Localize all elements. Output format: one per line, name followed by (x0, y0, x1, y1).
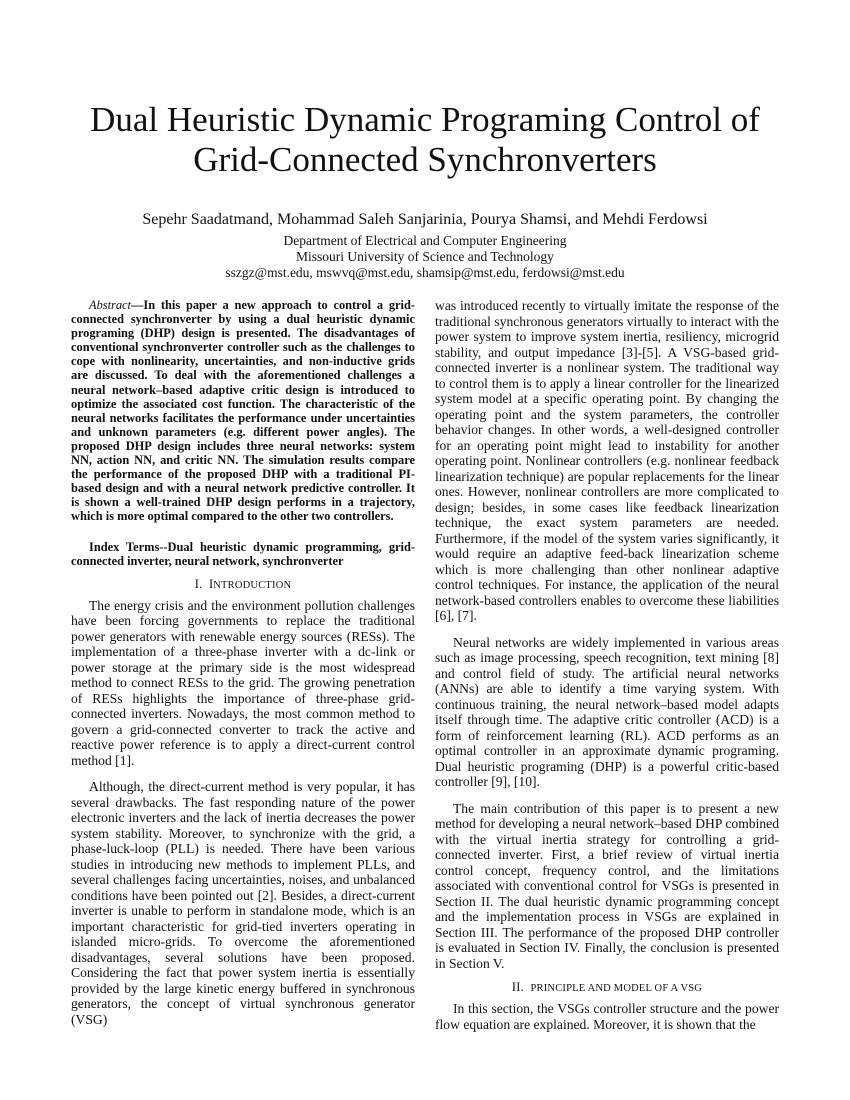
index-terms: Index Terms--Dual heuristic dynamic programming, grid-connected inverter, neural network, synchronverter (71, 539, 415, 568)
author-list: Sepehr Saadatmand, Mohammad Saleh Sanjarinia, Pourya Shamsi, and Mehdi Ferdowsi (142, 211, 708, 228)
paragraph-5: The main contribution of this paper is to present a new method for developing a neural network–based DHP combined with the virtual inertia strategy for controlling a grid-connected inverter. First, a brief review of virtual inertia control concept, frequency control, and the limitations associated with conventional control for VSGs is presented in Section II. The dual heuristic dynamic programming concept and the implementation process in VSGs are explained in Section III. The performance of the proposed DHP controller is evaluated in Section IV. Finally, the conclusion is presented in Section V. (435, 800, 779, 971)
title-line-1: Dual Heuristic Dynamic Programing Control of (90, 100, 760, 139)
section-heading-introduction (71, 576, 415, 594)
paragraph-6: In this section, the VSGs controller structure and the power flow equation are explained. Moreover, it is shown that the (435, 1001, 779, 1032)
paper-title (60, 100, 790, 180)
university: Missouri University of Science and Technology (296, 249, 554, 264)
right-column (435, 298, 779, 1032)
paragraph-1: The energy crisis and the environment pollution challenges have been forcing governments to replace the traditional power generators with renewable energy sources (RESs). The implementation of a three-phase inverter with a dc-link or power storage at the primary side is the most widespread method to connect RESs to the grid. The growing penetration of RESs highlights the importance of three-phase grid-connected inverters. Nowadays, the most common method to govern a grid-connected converter to track the active and reactive power reference is to apply a direct-current control method [1]. (71, 597, 415, 768)
title-line-2: Grid-Connected Synchronverters (193, 140, 657, 179)
abstract (71, 298, 415, 524)
section-2-number: II. (511, 980, 524, 994)
section-1-initial: I (208, 576, 214, 591)
section-2-title: PRINCIPLE AND MODEL OF A VSG (530, 983, 703, 994)
section-heading-vsg (435, 979, 779, 997)
left-column (71, 298, 415, 1027)
department: Department of Electrical and Computer Engineering (283, 233, 567, 248)
paragraph-3: was introduced recently to virtually imitate the response of the traditional synchronous generators virtually to interact with the power system to improve system inertia, resiliency, microgrid stability, and output impedance [3]-[5]. A VSG-based grid-connected inverter is a nonlinear system. The traditional way to control them is to apply a linear controller for the linearized system model at a specific operating point. By changing the operating point and the system parameters, the controller behavior changes. In other words, a well-designed controller for an operating point might lead to instability for another operating point. Nonlinear controllers (e.g. nonlinear feedback linearization technique) are popular replacements for the linear ones. However, nonlinear controllers are more complicated to design; besides, in some cases like feedback linearization technique, the exact system parameters are needed. Furthermore, if the model of the system varies significantly, it would require an adaptive feed-back linearization scheme which is more challenging than other nonlinear adaptive control techniques. For instance, the application of the neural network-based controllers enables to overcome these liabilities [6], [7]. (435, 298, 779, 623)
abstract-text: —In this paper a new approach to control a grid-connected synchronverter by using a dual heuristic dynamic programing (DHP) design is presented. The disadvantages of conventional synchronverter controller such as the challenges to cope with nonlinearity, uncertainties, and non-inductive grids are discussed. To deal with the aforementioned challenges a neural network–based adaptive critic design is introduced to optimize the associated cost function. The characteristic of the neural networks facilitates the performance under uncertainties and unknown parameters (e.g. different power angles). The proposed DHP design includes three neural networks: system NN, action NN, and critic NN. The simulation results compare the performance of the proposed DHP with a traditional PI-based design and with a neural network predictive controller. It is shown a well-trained DHP design performs in a trajectory, which is more optimal compared to the other two controllers. (71, 298, 415, 524)
abstract-label: Abstract (89, 298, 131, 312)
section-1-number: I. (194, 576, 203, 591)
paragraph-2: Although, the direct-current method is very popular, it has several drawbacks. The fast responding nature of the power electronic inverters and the lack of inertia decreases the power system stability. Moreover, to synchronize with the grid, a phase-luck-loop (PLL) is needed. There have been various studies in introducing new methods to implement PLLs, and several challenges facing uncertainties, noises, and unbalanced conditions have been pointed out [2]. Besides, a direct-current inverter is unable to perform in standalone mode, which is an important characteristic for grid-tied inverters operating in islanded micro-grids. To overcome the aforementioned disadvantages, several solutions have been proposed. Considering the fact that power system inertia is essentially provided by the large kinetic energy buffered in synchronous generators, the concept of virtual synchronous generator (VSG) (71, 779, 415, 1027)
affiliation (60, 233, 790, 281)
email-list: sszgz@mst.edu, mswvq@mst.edu, shamsip@mst.edu, ferdowsi@mst.edu (225, 265, 625, 280)
paragraph-4: Neural networks are widely implemented in various areas such as image processing, speech recognition, text mining [8] and control field of study. The artificial neural networks (ANNs) are able to identify a time varying system. With continuous training, the neural network–based model adapts itself through time. The adaptive critic controller (ACD) is a form of reinforcement learning (RL). ACD performs as an optimal controller in an approximate dynamic programing. Dual heuristic programing (DHP) is a powerful critic-based controller [9], [10]. (435, 634, 779, 789)
section-1-title: NTRODUCTION (213, 579, 292, 591)
